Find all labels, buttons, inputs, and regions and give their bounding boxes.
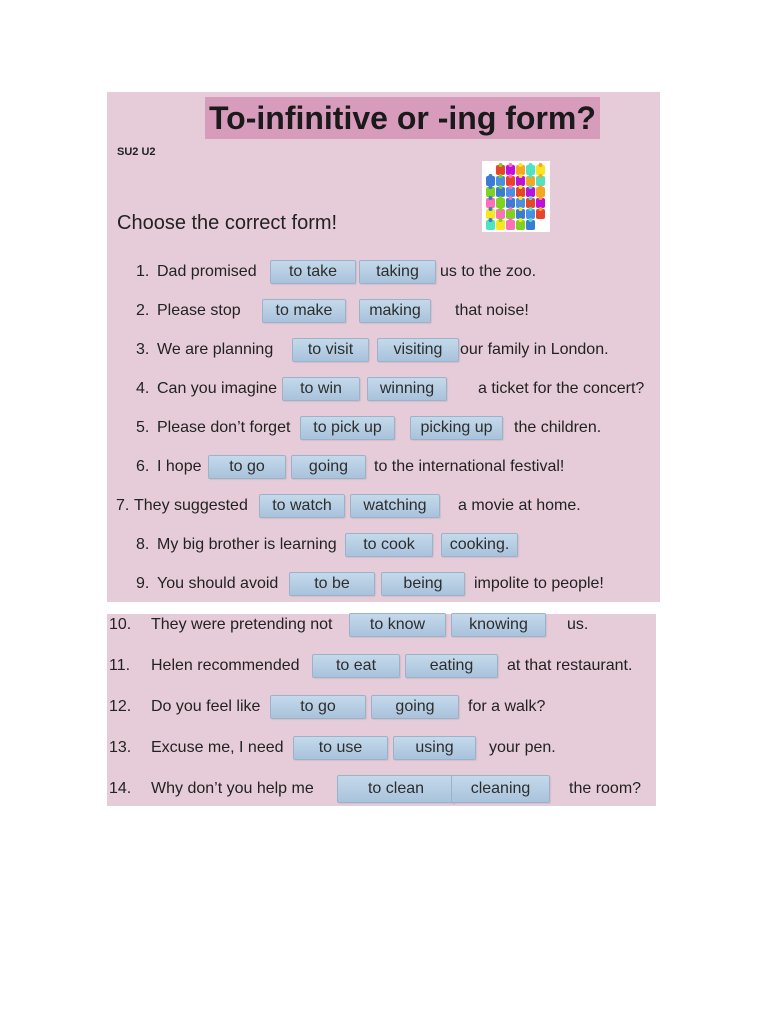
- item-12-option-infinitive[interactable]: to go: [270, 695, 366, 719]
- item-13-prefix: Excuse me, I need: [151, 739, 284, 756]
- item-13-option-infinitive[interactable]: to use: [293, 736, 388, 760]
- item-9-option-infinitive[interactable]: to be: [289, 572, 375, 596]
- item-2-option-ing[interactable]: making: [359, 299, 431, 323]
- item-4-suffix: a ticket for the concert?: [478, 380, 645, 397]
- item-14-number: 14.: [109, 780, 132, 797]
- item-11-option-ing[interactable]: eating: [405, 654, 498, 678]
- item-12-suffix: for a walk?: [468, 698, 546, 715]
- item-2-prefix: Please stop: [157, 302, 241, 319]
- item-2-number: 2.: [136, 302, 150, 319]
- item-3-number: 3.: [136, 341, 150, 358]
- item-14-prefix: Why don’t you help me: [151, 780, 314, 797]
- item-2-option-infinitive[interactable]: to make: [262, 299, 346, 323]
- worksheet-code: SU2 U2: [117, 146, 156, 158]
- item-1-option-infinitive[interactable]: to take: [270, 260, 356, 284]
- item-6-option-infinitive[interactable]: to go: [208, 455, 286, 479]
- item-10-suffix: us.: [567, 616, 589, 633]
- item-10-prefix: They were pretending not: [151, 616, 333, 633]
- item-5-suffix: the children.: [514, 419, 602, 436]
- item-7-option-infinitive[interactable]: to watch: [259, 494, 345, 518]
- item-3-suffix: our family in London.: [460, 341, 609, 358]
- item-4-prefix: Can you imagine: [157, 380, 278, 397]
- item-7-prefix: They suggested: [134, 497, 248, 514]
- item-3-prefix: We are planning: [157, 341, 274, 358]
- item-7-suffix: a movie at home.: [458, 497, 581, 514]
- item-13-option-ing[interactable]: using: [393, 736, 476, 760]
- item-4-option-ing[interactable]: winning: [367, 377, 447, 401]
- item-4-number: 4.: [136, 380, 150, 397]
- item-9-option-ing[interactable]: being: [381, 572, 465, 596]
- item-5-number: 5.: [136, 419, 150, 436]
- item-1-suffix: us to the zoo.: [440, 263, 537, 280]
- item-7-number: 7.: [116, 497, 130, 514]
- item-6-suffix: to the international festival!: [374, 458, 565, 475]
- item-12-option-ing[interactable]: going: [371, 695, 459, 719]
- item-11-suffix: at that restaurant.: [507, 657, 633, 674]
- item-10-number: 10.: [109, 616, 132, 633]
- item-11-prefix: Helen recommended: [151, 657, 300, 674]
- item-1-option-ing[interactable]: taking: [359, 260, 436, 284]
- item-14-option-ing[interactable]: cleaning: [451, 775, 550, 803]
- item-5-prefix: Please don’t forget: [157, 419, 291, 436]
- item-7-option-ing[interactable]: watching: [350, 494, 440, 518]
- puzzle-pieces-icon: [482, 161, 550, 232]
- item-6-option-ing[interactable]: going: [291, 455, 366, 479]
- item-8-option-ing[interactable]: cooking.: [441, 533, 518, 557]
- item-10-option-ing[interactable]: knowing: [451, 613, 546, 637]
- item-1-number: 1.: [136, 263, 150, 280]
- puzzle-pieces-image: [482, 161, 550, 232]
- item-13-suffix: your pen.: [489, 739, 556, 756]
- item-12-prefix: Do you feel like: [151, 698, 261, 715]
- item-5-option-ing[interactable]: picking up: [410, 416, 503, 440]
- item-9-prefix: You should avoid: [157, 575, 279, 592]
- worksheet-title: To-infinitive or -ing form?: [205, 97, 600, 139]
- item-2-suffix: that noise!: [455, 302, 529, 319]
- item-9-number: 9.: [136, 575, 150, 592]
- item-11-option-infinitive[interactable]: to eat: [312, 654, 400, 678]
- item-3-option-infinitive[interactable]: to visit: [292, 338, 369, 362]
- item-4-option-infinitive[interactable]: to win: [282, 377, 360, 401]
- item-5-option-infinitive[interactable]: to pick up: [300, 416, 395, 440]
- item-14-suffix: the room?: [569, 780, 642, 797]
- item-8-option-infinitive[interactable]: to cook: [345, 533, 433, 557]
- item-8-prefix: My big brother is learning: [157, 536, 337, 553]
- item-12-number: 12.: [109, 698, 132, 715]
- item-6-number: 6.: [136, 458, 150, 475]
- instruction-text: Choose the correct form!: [117, 212, 338, 234]
- item-14-option-infinitive[interactable]: to clean: [337, 775, 455, 803]
- item-13-number: 13.: [109, 739, 132, 756]
- item-6-prefix: I hope: [157, 458, 202, 475]
- item-10-option-infinitive[interactable]: to know: [349, 613, 446, 637]
- item-11-number: 11.: [109, 657, 131, 674]
- item-8-number: 8.: [136, 536, 150, 553]
- item-9-suffix: impolite to people!: [474, 575, 604, 592]
- item-3-option-ing[interactable]: visiting: [377, 338, 459, 362]
- item-1-prefix: Dad promised: [157, 263, 257, 280]
